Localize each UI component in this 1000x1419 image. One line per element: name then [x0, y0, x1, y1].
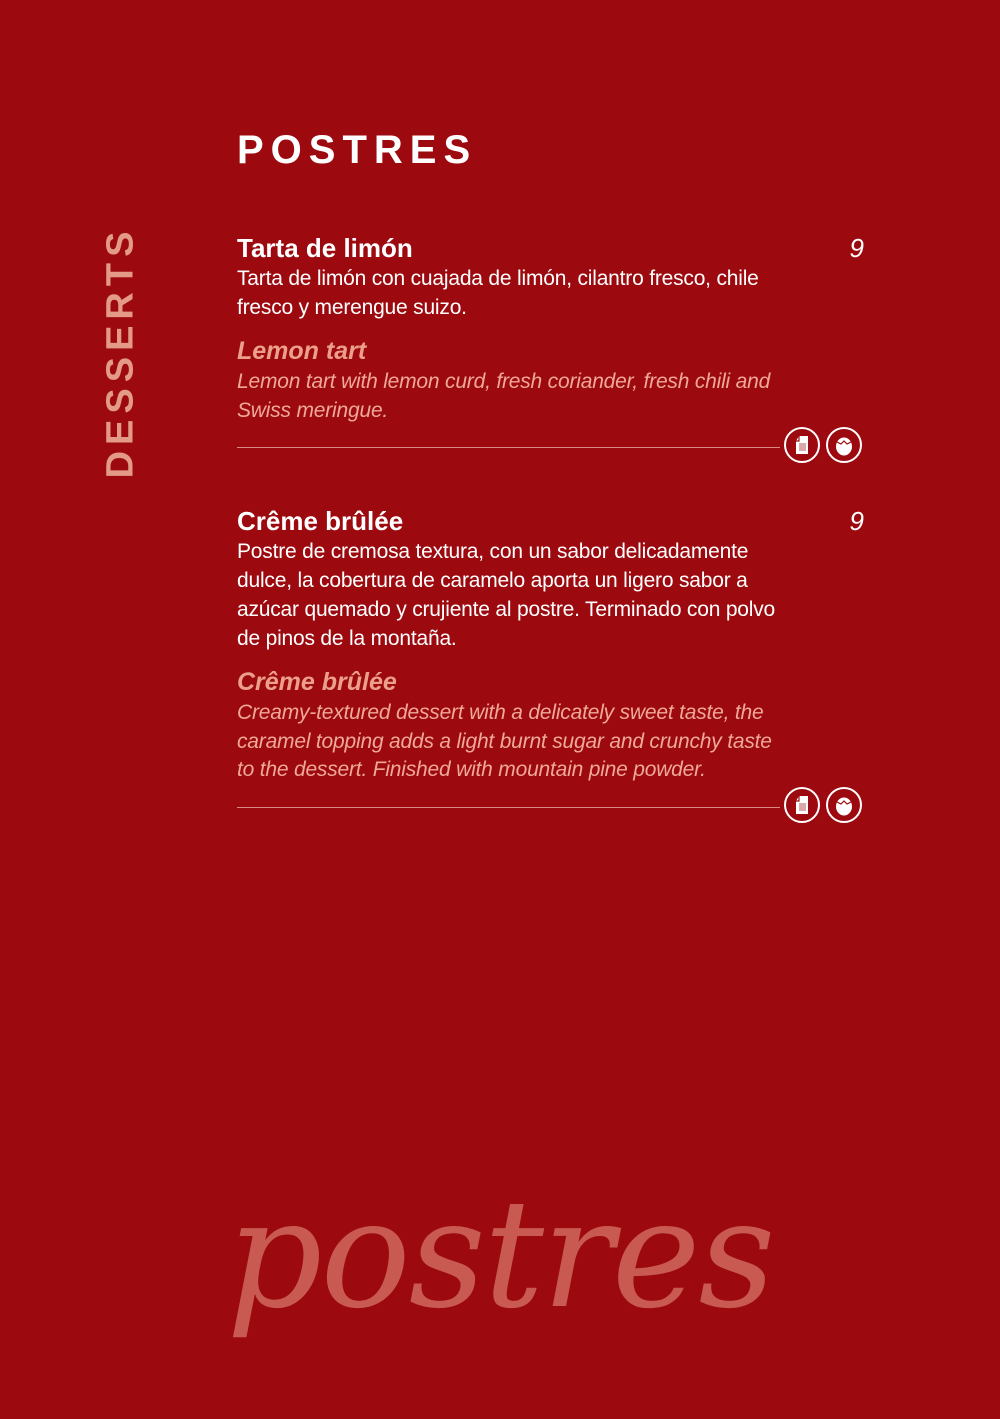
decorative-script-title: postres	[226, 1168, 774, 1342]
item-english-description: Creamy-textured dessert with a delicately sweet taste, the caramel topping adds a light burnt sugar and crunchy taste to the dessert. Finished with mountain pine powder.	[237, 701, 772, 781]
allergen-row	[237, 787, 864, 829]
item-price: 9	[849, 506, 864, 536]
item-header	[237, 232, 864, 264]
item-description: Tarta de limón con cuajada de limón, cilantro fresco, chile fresco y merengue suizo.	[237, 267, 759, 319]
menu-item	[237, 232, 864, 469]
item-english-name: Lemon tart	[237, 337, 367, 365]
egg-icon	[826, 427, 862, 463]
egg-icon	[826, 787, 862, 823]
divider	[237, 807, 780, 808]
item-header	[237, 505, 864, 537]
menu-item	[237, 505, 864, 829]
section-title: POSTRES	[237, 128, 478, 172]
item-price: 9	[849, 233, 864, 263]
item-name: Crême brûlée	[237, 506, 404, 536]
divider	[237, 447, 780, 448]
item-english-description: Lemon tart with lemon curd, fresh coriander, fresh chili and Swiss meringue.	[237, 370, 771, 422]
allergen-row	[237, 427, 864, 469]
milk-icon	[784, 427, 820, 463]
milk-icon	[784, 787, 820, 823]
item-english-name: Crême brûlée	[237, 668, 397, 696]
item-name: Tarta de limón	[237, 233, 413, 263]
side-label: DESSERTS	[99, 225, 142, 479]
item-description: Postre de cremosa textura, con un sabor delicadamente dulce, la cobertura de caramelo aporta un ligero sabor a azúcar quemado y crujiente al postre. Terminado con polvo de pinos de la montaña.	[237, 540, 776, 650]
